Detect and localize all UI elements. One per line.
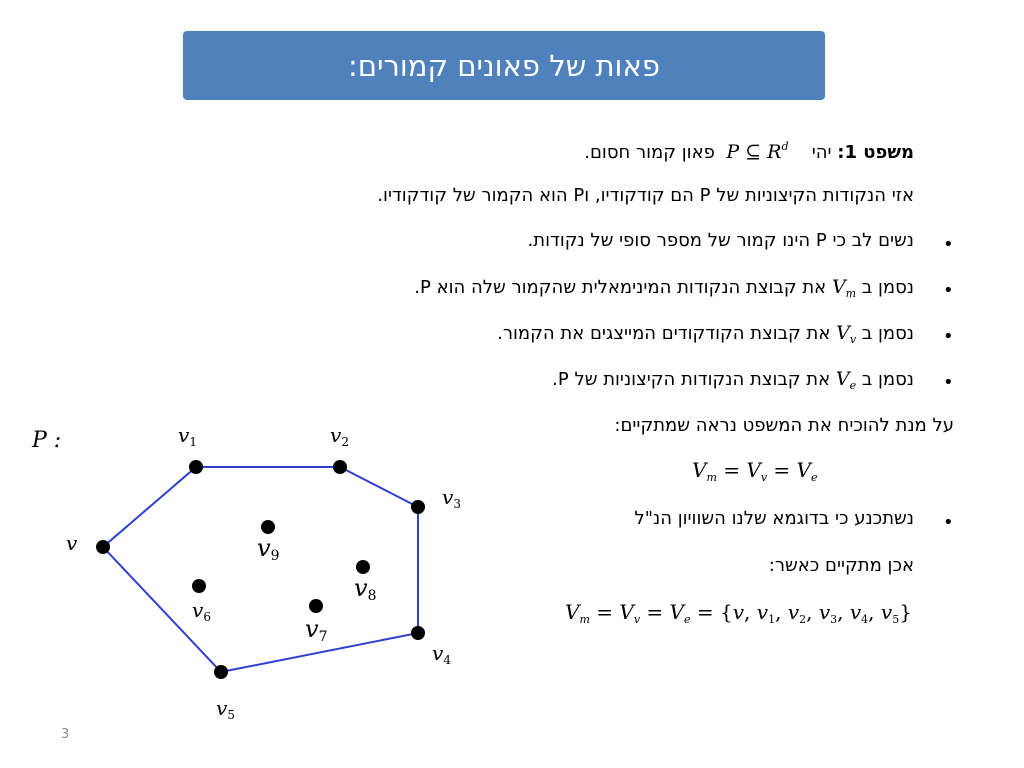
label-v9: v9 <box>257 534 280 564</box>
theorem-formula: P ⊆ $R^d$ <box>726 140 789 163</box>
theorem-label: משפט 1: <box>837 142 914 163</box>
point-v2 <box>333 460 347 474</box>
slide-title-bar <box>183 31 825 100</box>
bullet-3: נסמן ב $V_v$ את קבוצת הקודקודים המייצגים את הקמור. <box>497 322 914 346</box>
symbol-vm: $V_m$ <box>831 276 857 300</box>
symbol-vv: $V_v$ <box>836 322 857 346</box>
bullet-dot: • <box>943 280 954 301</box>
bullet-1-text: נשים לב כי P הינו קמור של מספר סופי של נקודות. <box>527 230 914 251</box>
set-formula: $V_m = V_v = V_e = \{v$, $v_1$, $v_2$, $v_3$, $v_4$, $v_5$} <box>565 600 912 626</box>
symbol-ve: $V_e$ <box>835 368 857 392</box>
point-v5 <box>214 665 228 679</box>
label-v1: $v_1$ <box>178 423 197 449</box>
bullet-2: נסמן ב $V_m$ את קבוצת הנקודות המינימאלית שהקמור שלה הוא P. <box>414 276 914 300</box>
label-v6: $v_6$ <box>192 598 211 624</box>
theorem-rest: פאון קמור חסום. <box>584 142 715 163</box>
point-v <box>96 540 110 554</box>
theorem-let: יהי <box>811 142 832 163</box>
polytope-diagram <box>0 400 480 740</box>
point-v8 <box>356 560 370 574</box>
indeed-line: אכן מתקיים כאשר: <box>768 555 914 576</box>
label-v4: $v_4$ <box>432 641 451 667</box>
theorem-conclusion: אזי הנקודות הקיצוניות של P הם קודקודיו, וP הוא הקמור של קודקודיו. <box>377 185 914 206</box>
point-v6 <box>192 579 206 593</box>
bullet-dot: • <box>943 326 954 347</box>
point-v7 <box>309 599 323 613</box>
slide-number: 3 <box>61 727 70 742</box>
point-v3 <box>411 500 425 514</box>
prove-line: על מנת להוכיח את המשפט נראה שמתקיים: <box>614 415 954 436</box>
polytope-label: P : <box>32 428 62 453</box>
points <box>96 460 425 679</box>
label-v7: v7 <box>305 615 328 645</box>
label-v8: v8 <box>354 574 377 604</box>
theorem-line <box>584 140 914 163</box>
bullet-dot: • <box>943 234 954 255</box>
label-v5: $v_5$ <box>216 696 235 722</box>
bullet-dot: • <box>943 372 954 393</box>
convex-hull <box>103 467 418 672</box>
point-v1 <box>189 460 203 474</box>
label-v: v <box>66 531 78 555</box>
bullet-5-text: נשתכנע כי בדוגמא שלנו השוויון הנ"ל <box>634 508 914 529</box>
slide-title: פאות של פאונים קמורים: <box>348 48 660 83</box>
bullet-dot: • <box>943 512 954 533</box>
bullet-4: נסמן ב $V_e$ את קבוצת הנקודות הקיצוניות של P. <box>552 368 914 392</box>
point-v4 <box>411 626 425 640</box>
label-v2: $v_2$ <box>330 423 349 449</box>
point-v9 <box>261 520 275 534</box>
label-v3: $v_3$ <box>442 485 461 511</box>
equality-formula: $V_m = V_v = V_e$ <box>692 458 818 484</box>
